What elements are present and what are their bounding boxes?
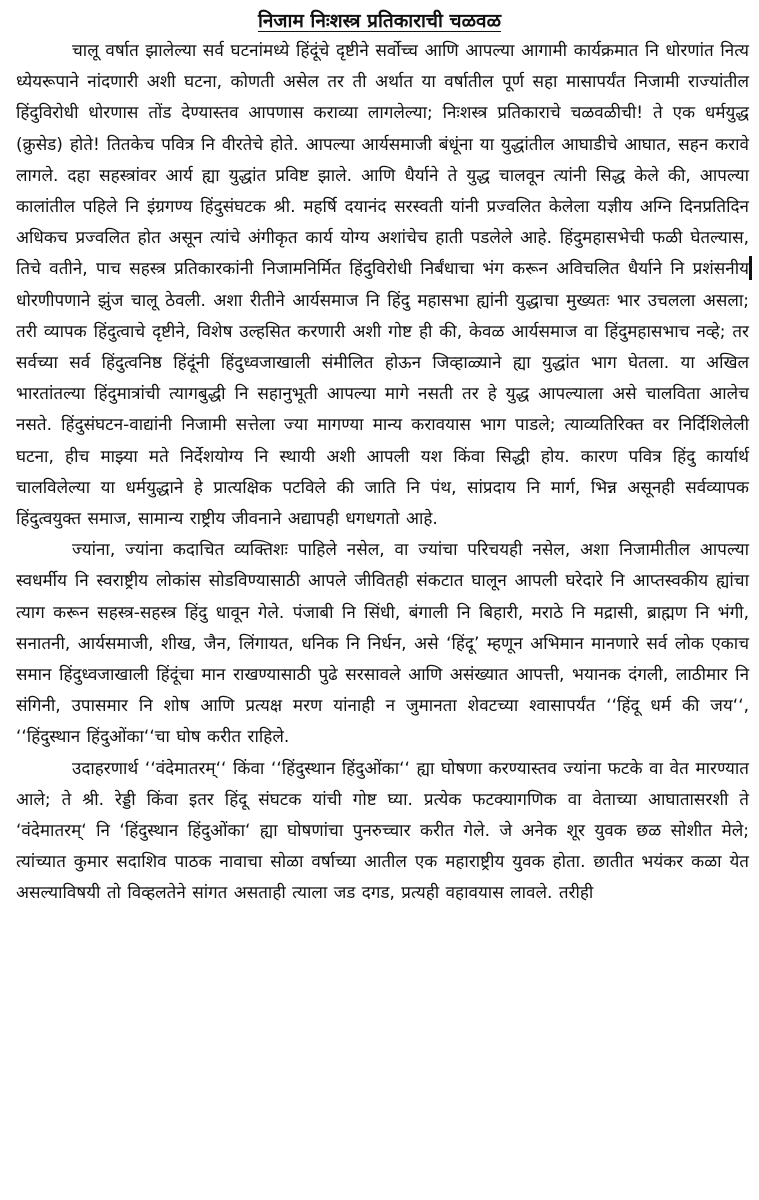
text-cursor	[749, 256, 752, 280]
paragraph-1: चालू वर्षात झालेल्या सर्व घटनांमध्ये हिंदूंचे दृष्टीने सर्वोच्च आणि आपल्या आगामी कार्यक्रमात नि धोरणांत नित्य ध्येयरूपाने नांदणारी अशी घटना, कोणती असेल तर ती अर्थात या वर्षातील पूर्ण सहा मासापर्यंत निजामी राज्यांतील हिंदुविरोधी धोरणास तोंड देण्यास्तव आपणास कराव्या लागलेल्या; निःशस्त्र प्रतिकाराचे चळवळीची! ते एक धर्मयुद्ध (क्रुसेड) होते! तितकेच पवित्र नि वीरतेचे होते. आपल्या आर्यसमाजी बंधूंना या युद्धांतील आघाडीचे आघात, सहन करावे लागले. दहा सहस्त्रांवर आर्य ह्या युद्धांत प्रविष्ट झाले. आणि धैर्याने ते युद्ध चालवून त्यांनी सिद्ध केले की, आपल्या कालांतील पहिले नि इंग्रगण्य हिंदुसंघटक श्री. महर्षि दयानंद सरस्वती यांनी प्रज्वलित केलेला यज्ञीय अग्नि दिनप्रतिदिन अधिकच प्रज्वलित होत असून त्यांचे अंगीकृत कार्य योग्य अशांचेच हाती पडलेले आहे. हिंदुमहासभेची फळी घेतल्यास, तिचे वतीने, पाच सहस्त्र प्रतिकारकांनी निजामनिर्मित हिंदुविरोधी निर्बंधाचा भंग करून अविचलित धैर्याने नि प्रशंसनीय धोरणीपणाने झुंज चालू ठेवली. अशा रीतीने आर्यसमाज नि हिंदु महासभा ह्यांनी युद्धाचा मुख्यतः भार उचलला असला; तरी व्यापक हिंदुत्वाचे दृष्टीने, विशेष उल्हसित करणारी अशी गोष्ट ही की, केवळ आर्यसमाज वा हिंदुमहासभाच नव्हे; तर सर्वच्या सर्व हिंदुत्वनिष्ठ हिंदूंनी हिंदुध्वजाखाली संमीलित होऊन जिव्हाळ्याने ह्या युद्धांत भाग घेतला. या अखिल भारतांतल्या हिंदुमात्रांची त्यागबुद्धी नि सहानुभूती आपल्या मागे नसती तर हे युद्ध आपल्याला असे चालविता आलेच नसते. हिंदुसंघटन-वाद्यांनी निजामी सत्तेला ज्या मागण्या मान्य करावयास भाग पाडले; त्याव्यतिरिक्त वर निर्दिशिलेली घटना, हीच माझ्या मते निर्देशयोग्य नि स्थायी अशी आपली यश किंवा सिद्धी होय. कारण पवित्र हिंदु कार्यार्थ चालविलेल्या या धर्मयुद्धाने हे प्रात्यक्षिक पटविले की जाति नि पंथ, सांप्रदाय नि मार्ग, भिन्न असूनही सर्वव्यापक हिंदुत्वयुक्त समाज, सामान्य राष्ट्रीय जीवनाने अद्यापही धगधगतो आहे.	[16, 41, 749, 530]
document-title: निजाम निःशस्त्र प्रतिकाराची चळवळ	[257, 10, 502, 32]
paragraph-2: ज्यांना, ज्यांना कदाचित व्यक्तिशः पाहिले नसेल, वा ज्यांचा परिचयही नसेल, अशा निजामीतील आपल्या स्वधर्मीय नि स्वराष्ट्रीय लोकांस सोडविण्यासाठी आपले जीवितही संकटात घालून आपली घरेदारे नि आप्तस्वकीय ह्यांचा त्याग करून सहस्त्र-सहस्त्र हिंदु धावून गेले. पंजाबी नि सिंधी, बंगाली नि बिहारी, मराठे नि मद्रासी, ब्राह्मण नि भंगी, सनातनी, आर्यसमाजी, शीख, जैन, लिंगायत, धनिक नि निर्धन, असे ‘हिंदू’ म्हणून अभिमान मानणारे सर्व लोक एकाच समान हिंदुध्वजाखाली हिंदूंचा मान राखण्यासाठी पुढे सरसावले आणि असंख्यात आपत्ती, भयानक दंगली, लाठीमार नि संगिनी, उपासमार नि शोष आणि प्रत्यक्ष मरण यांनाही न जुमानता शेवटच्या श्वासापर्यंत ‘‘हिंदू धर्म की जय‘‘, ‘‘हिंदुस्थान हिंदुओंका‘‘चा घोष करीत राहिले.	[16, 540, 749, 748]
paragraph-3: उदाहरणार्थ ‘‘वंदेमातरम्‘‘ किंवा ‘‘हिंदुस्थान हिंदुओंका‘‘ ह्या घोषणा करण्यास्तव ज्यांना फटके वा वेत मारण्यात आले; ते श्री. रेड्डी किंवा इतर हिंदू संघटक यांची गोष्ट घ्या. प्रत्येक फटक्यागणिक वा वेताच्या आघातासरशी ते ‘वंदेमातरम्‘ नि ‘हिंदुस्थान हिंदुओंका‘ ह्या घोषणांचा पुनरुच्चार करीत गेले. जे अनेक शूर युवक छळ सोशीत मेले; त्यांच्यात कुमार सदाशिव पाठक नावाचा सोळा वर्षाच्या आतील एक महाराष्ट्रीय युवक होता. छातीत भयंकर कळा येत असल्याविषयी तो विव्हलतेने सांगत असताही त्याला जड दगड, प्रत्यही वहावयास लावले. तरीही	[16, 758, 749, 904]
